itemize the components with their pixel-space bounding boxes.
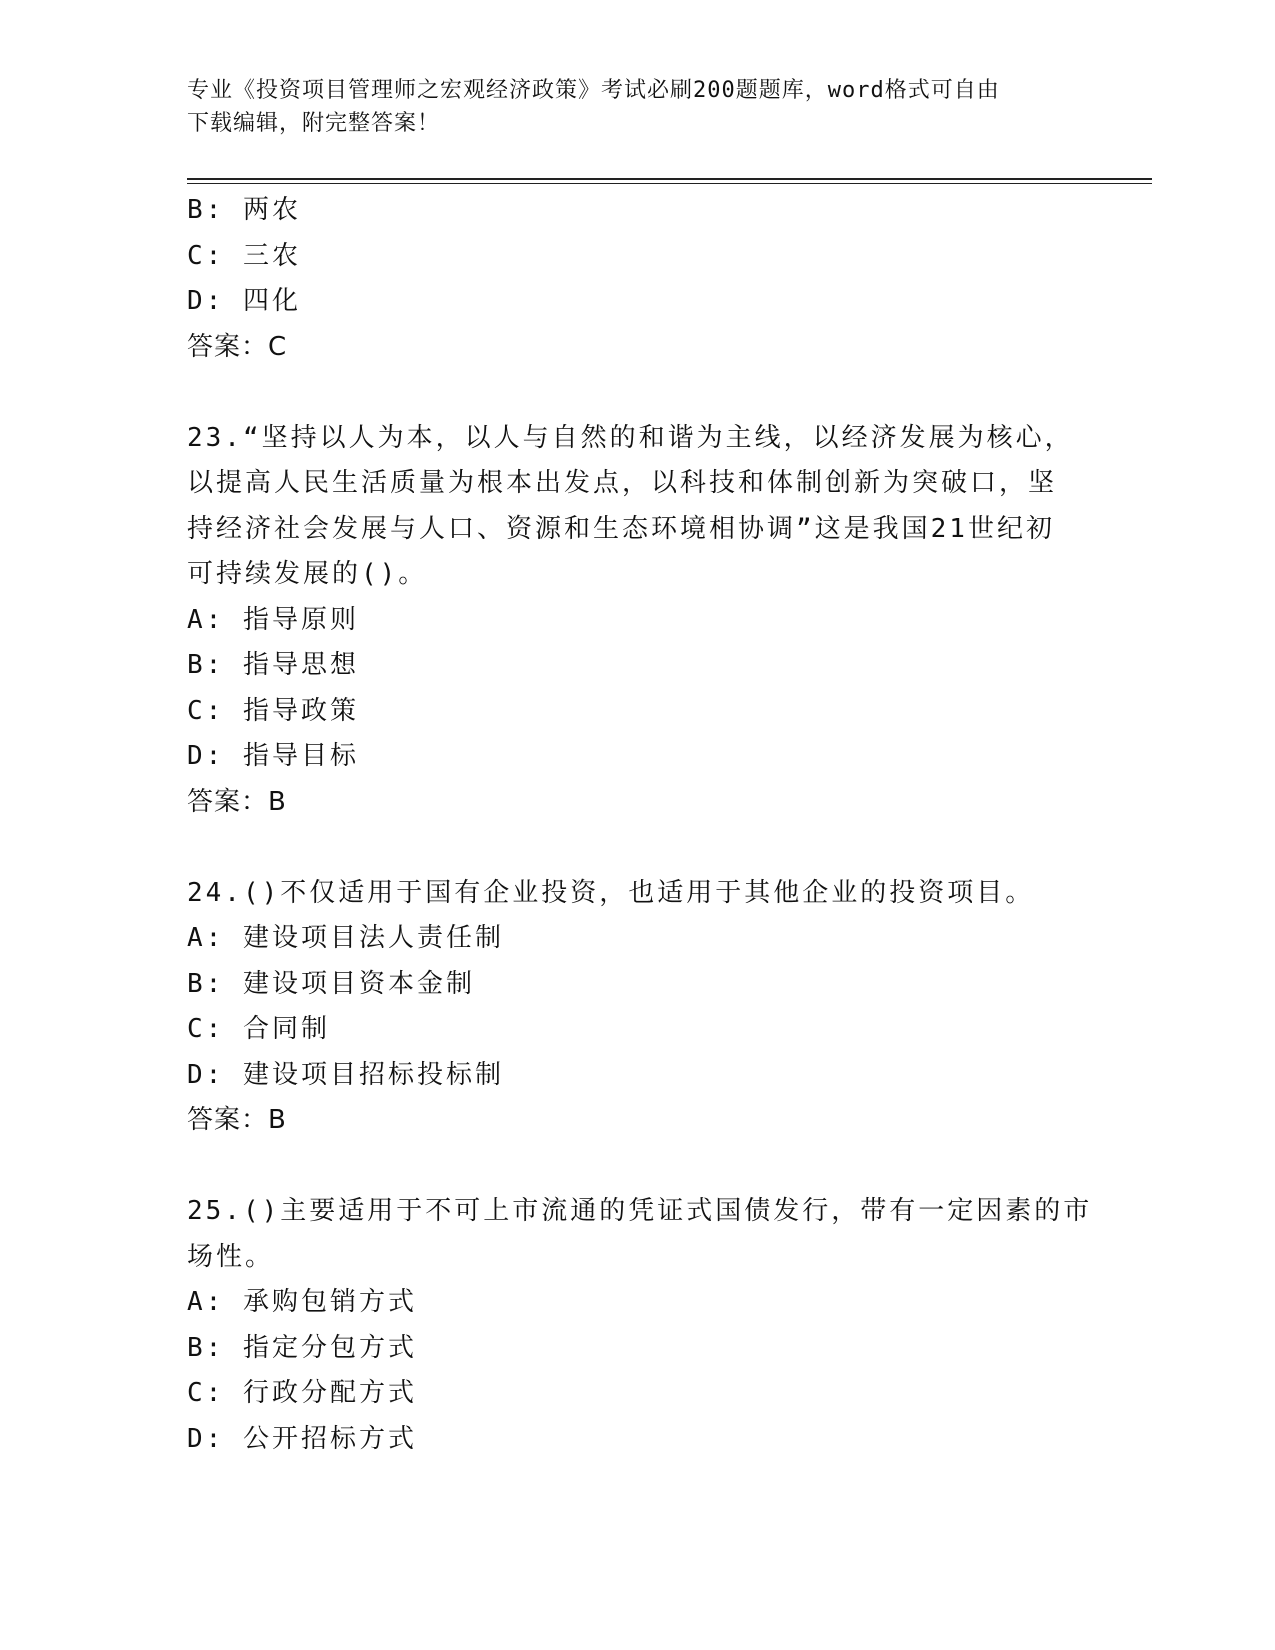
- question-stem-line: 可持续发展的()。: [187, 559, 428, 589]
- option-b: B: 两农: [187, 195, 301, 225]
- question-23: [187, 416, 1087, 826]
- header-line-1: 专业《投资项目管理师之宏观经济政策》考试必刷200题题库，word格式可自由: [187, 78, 1000, 103]
- option-a: A: 指导原则: [187, 604, 359, 635]
- spacer: [187, 825, 1087, 871]
- option-c: C: 行政分配方式: [187, 1378, 417, 1408]
- question-list: [187, 188, 1093, 1462]
- question-22-continued: [187, 188, 1087, 370]
- question-stem-line: 以提高人民生活质量为根本出发点，以科技和体制创新为突破口，坚: [187, 468, 1058, 498]
- question-24: [187, 871, 1087, 1144]
- header-divider-thick: [187, 178, 1152, 180]
- option-b: B: 指定分包方式: [187, 1332, 417, 1363]
- question-stem-line: 25.()主要适用于不可上市流通的凭证式国债发行，带有一定因素的市: [187, 1196, 1093, 1226]
- option-a: A: 承购包销方式: [187, 1287, 417, 1317]
- header-line-2: 下载编辑，附完整答案！: [187, 111, 441, 136]
- spacer: [187, 1144, 1087, 1190]
- option-d: D: 四化: [187, 286, 301, 316]
- question-stem-line: 场性。: [187, 1241, 275, 1272]
- question-stem-line: 24.()不仅适用于国有企业投资，也适用于其他企业的投资项目。: [187, 877, 1035, 908]
- option-c: C: 指导政策: [187, 695, 359, 726]
- option-c: C: 三农: [187, 240, 301, 271]
- option-a: A: 建设项目法人责任制: [187, 923, 504, 953]
- option-d: D: 建设项目招标投标制: [187, 1059, 504, 1090]
- question-stem-line: 持经济社会发展与人口、资源和生态环境相协调”这是我国21世纪初: [187, 513, 1055, 544]
- option-c: C: 合同制: [187, 1014, 330, 1044]
- option-b: B: 建设项目资本金制: [187, 968, 475, 999]
- answer: 答案：B: [187, 1105, 287, 1135]
- option-d: D: 指导目标: [187, 741, 359, 771]
- question-25: [187, 1189, 1093, 1462]
- header-divider-thin: [187, 183, 1152, 184]
- answer: 答案：B: [187, 786, 287, 817]
- option-d: D: 公开招标方式: [187, 1423, 417, 1454]
- spacer: [187, 370, 1087, 416]
- answer: 答案：C: [187, 331, 288, 362]
- document-header: [187, 74, 1067, 140]
- option-b: B: 指导思想: [187, 650, 359, 680]
- question-stem-line: 23.“坚持以人为本，以人与自然的和谐为主线，以经济发展为核心，: [187, 422, 1074, 453]
